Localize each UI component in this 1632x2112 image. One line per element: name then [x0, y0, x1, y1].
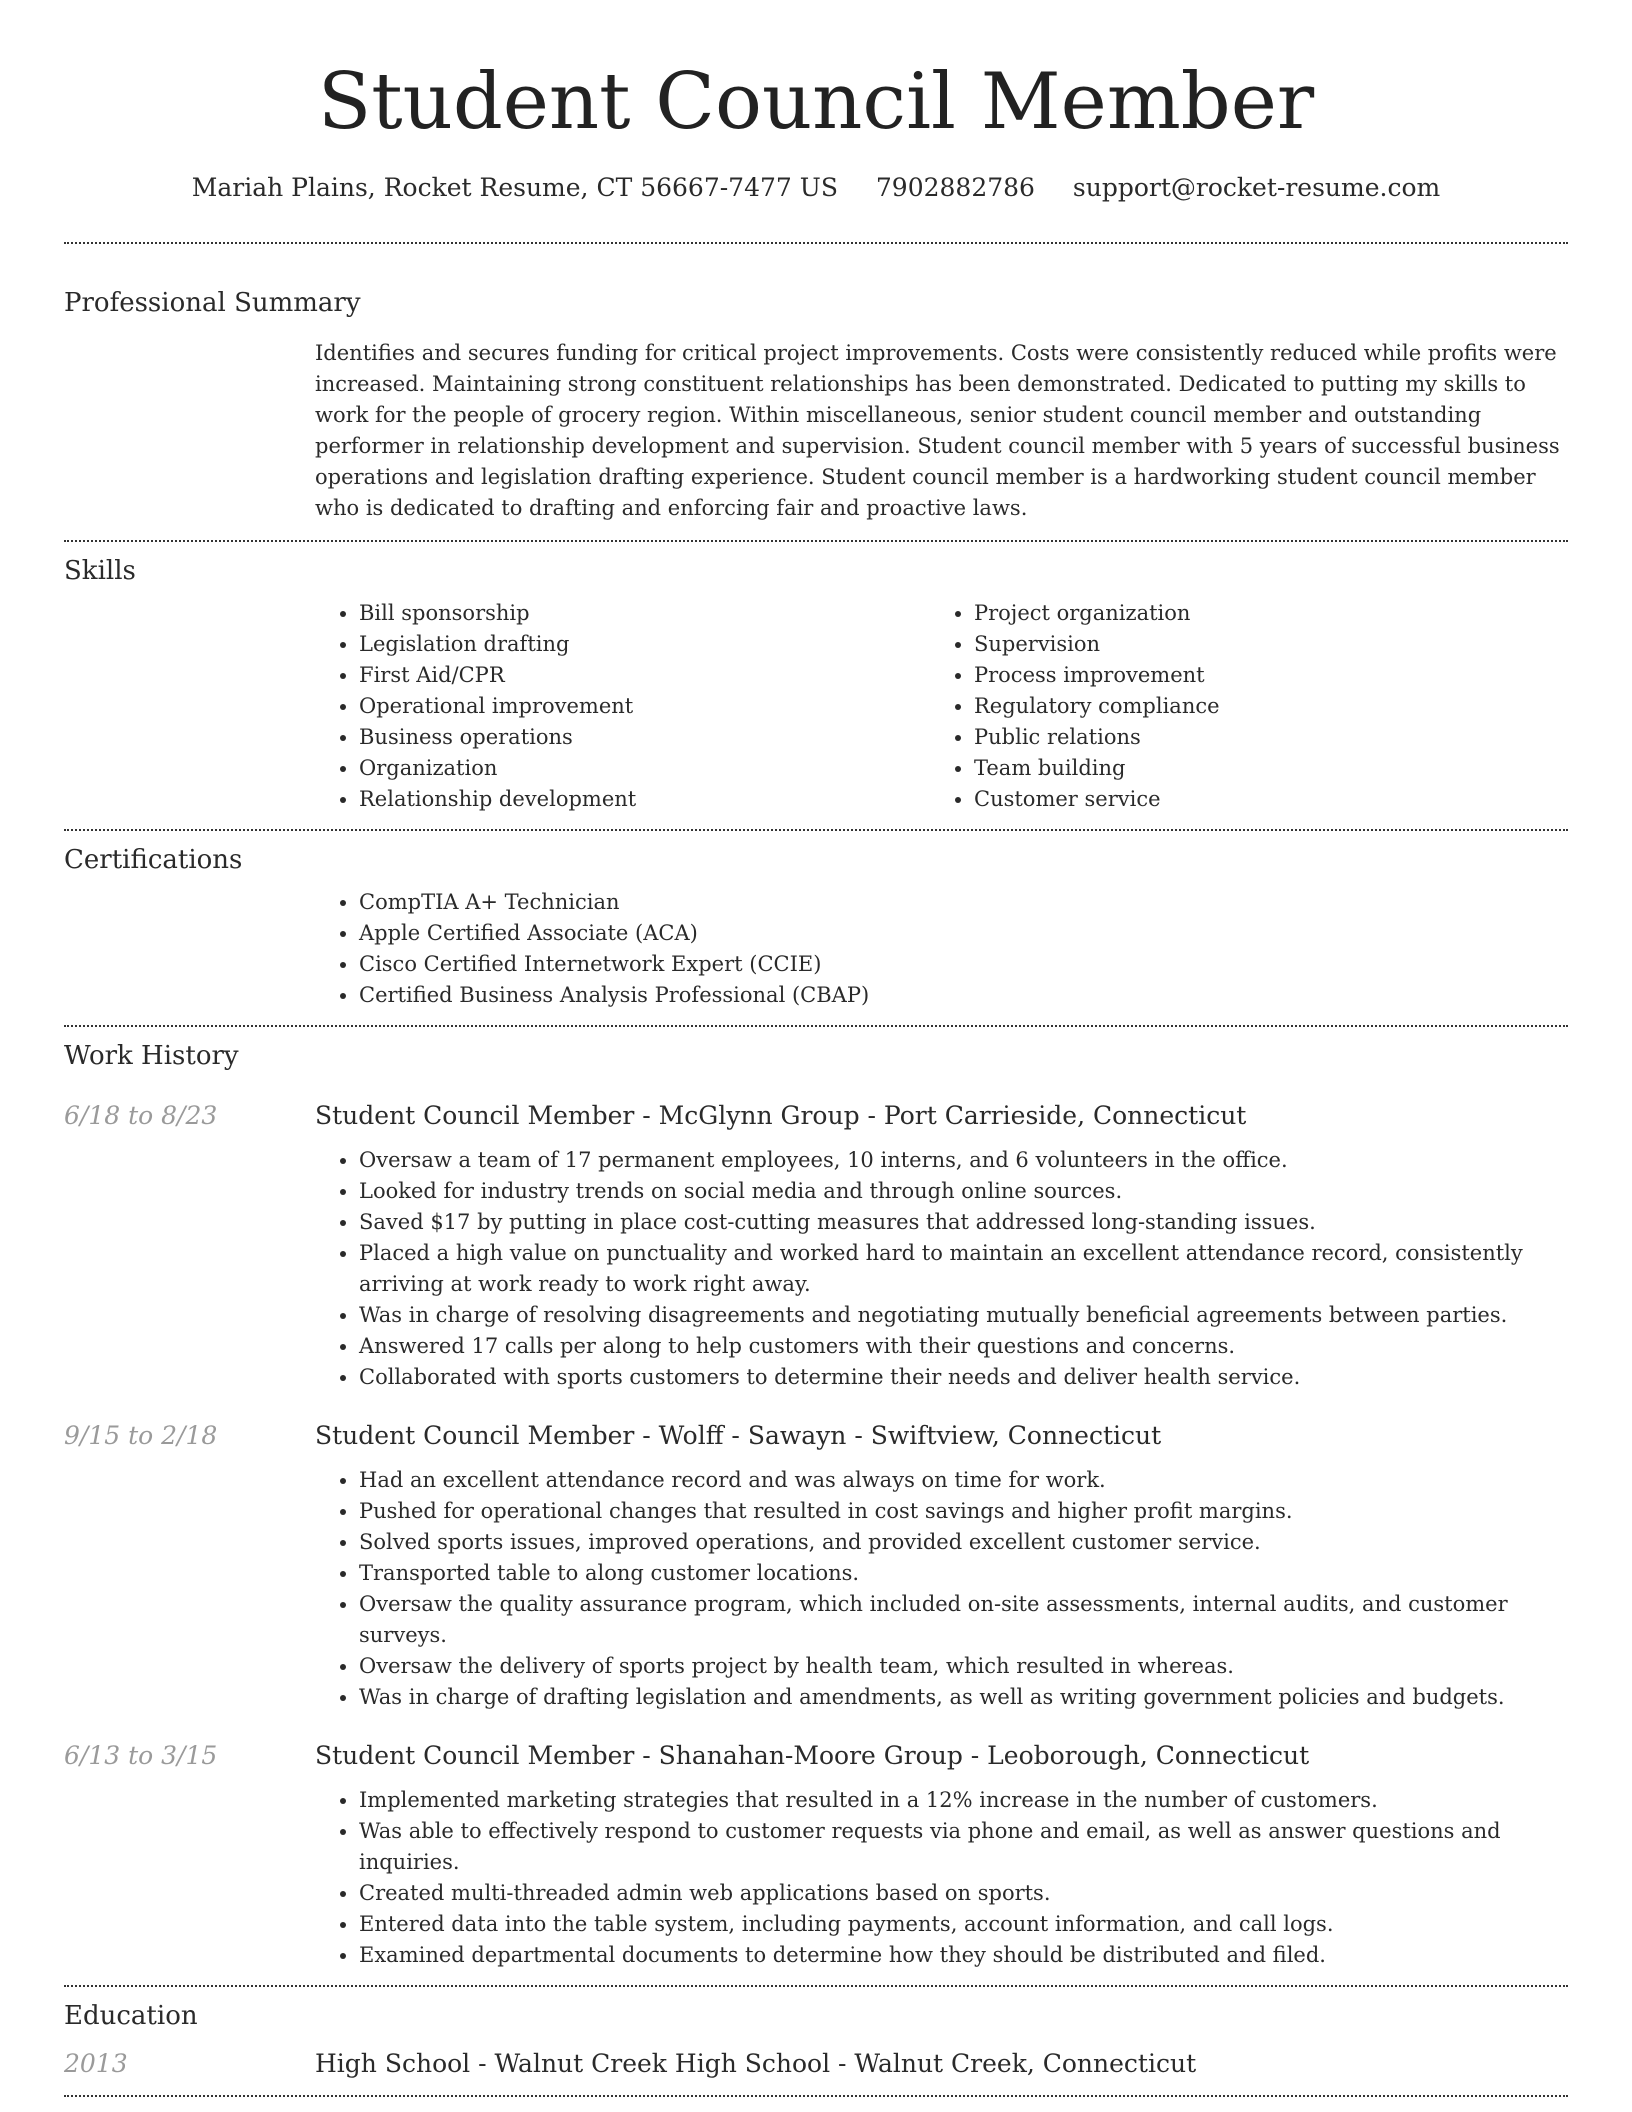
job-bullet: • Entered data into the table system, including payments, account information, and call logs.	[359, 1909, 1568, 1940]
job-entry	[64, 1099, 1568, 1133]
job-bullet: • Placed a high value on punctuality and worked hard to maintain an excellent attendance record, consistently arriving at work ready to work right away.	[359, 1238, 1568, 1300]
summary-text: Identifies and secures funding for critical project improvements. Costs were consistently reduced while profits were increased. Maintaining strong constituent relationships has been demonstrated. Dedicated to putting my skills to work for the people of grocery region. Within miscellaneous, senior student council member and outstanding performer in relationship development and supervision. Student council member with 5 years of successful business operations and legislation drafting experience. Student council member is a hardworking student council member who is dedicated to drafting and enforcing fair and proactive laws.	[315, 341, 1560, 520]
divider	[64, 2095, 1568, 2097]
certification-item: • Apple Certified Associate (ACA)	[359, 918, 1568, 949]
job-bullet: • Had an excellent attendance record and was always on time for work.	[359, 1465, 1568, 1496]
job-bullets	[315, 1145, 1568, 1393]
skill-item: • Bill sponsorship	[359, 598, 930, 629]
skills-section-title: Skills	[64, 556, 136, 586]
skill-item: • Public relations	[974, 722, 1545, 753]
certification-item: • CompTIA A+ Technician	[359, 887, 1568, 918]
job-bullet: • Oversaw a team of 17 permanent employees, 10 interns, and 6 volunteers in the office.	[359, 1145, 1568, 1176]
contact-phone: 7902882786	[875, 173, 1035, 202]
contact-address: Mariah Plains, Rocket Resume, CT 56667-7477 US	[191, 173, 838, 202]
skill-item: • Business operations	[359, 722, 930, 753]
education-heading: High School - Walnut Creek High School - Walnut Creek, Connecticut	[315, 2049, 1197, 2078]
contact-line	[64, 170, 1568, 206]
job-bullet: • Solved sports issues, improved operations, and provided excellent customer service.	[359, 1527, 1568, 1558]
job-entry	[64, 1419, 1568, 1453]
job-bullet: • Was able to effectively respond to customer requests via phone and email, as well as answer questions and inquiries.	[359, 1816, 1568, 1878]
job-heading: Student Council Member - McGlynn Group - Port Carrieside, Connecticut	[315, 1101, 1247, 1130]
skill-item: • Customer service	[974, 784, 1545, 815]
job-bullets	[315, 1785, 1568, 1971]
job-dates: 9/15 to 2/18	[64, 1421, 218, 1450]
job-bullet: • Implemented marketing strategies that resulted in a 12% increase in the number of customers.	[359, 1785, 1568, 1816]
certifications-section-title: Certifications	[64, 845, 243, 875]
job-bullet: • Was in charge of drafting legislation and amendments, as well as writing government policies and budgets.	[359, 1682, 1568, 1713]
skills-list	[315, 598, 1568, 815]
job-bullet: • Was in charge of resolving disagreements and negotiating mutually beneficial agreements between parties.	[359, 1300, 1568, 1331]
job-dates: 6/18 to 8/23	[64, 1101, 218, 1130]
job-entry	[64, 1739, 1568, 1773]
job-bullet: • Answered 17 calls per along to help customers with their questions and concerns.	[359, 1331, 1568, 1362]
contact-email: support@rocket-resume.com	[1072, 173, 1441, 202]
skill-item: • Operational improvement	[359, 691, 930, 722]
job-heading: Student Council Member - Wolff - Sawayn - Swiftview, Connecticut	[315, 1421, 1162, 1450]
education-section-title: Education	[64, 2001, 198, 2031]
job-heading: Student Council Member - Shanahan-Moore Group - Leoborough, Connecticut	[315, 1741, 1310, 1770]
job-bullet: • Created multi-threaded admin web applications based on sports.	[359, 1878, 1568, 1909]
skill-item: • Team building	[974, 753, 1545, 784]
certification-item: • Cisco Certified Internetwork Expert (CCIE)	[359, 949, 1568, 980]
education-year: 2013	[64, 2049, 128, 2078]
job-bullet: • Oversaw the quality assurance program, which included on-site assessments, internal audits, and customer surveys.	[359, 1589, 1568, 1651]
divider	[64, 829, 1568, 831]
job-bullet: • Pushed for operational changes that resulted in cost savings and higher profit margins.	[359, 1496, 1568, 1527]
skill-item: • Regulatory compliance	[974, 691, 1545, 722]
job-bullets	[315, 1465, 1568, 1713]
certifications-list	[315, 887, 1568, 1011]
certification-item: • Certified Business Analysis Professional (CBAP)	[359, 980, 1568, 1011]
job-bullet: • Saved $17 by putting in place cost-cutting measures that addressed long-standing issues.	[359, 1207, 1568, 1238]
divider	[64, 1025, 1568, 1027]
resume-name: Student Council Member	[317, 57, 1315, 147]
summary-section-title: Professional Summary	[64, 288, 361, 318]
job-bullet: • Examined departmental documents to determine how they should be distributed and filed.	[359, 1940, 1568, 1971]
skill-item: • Relationship development	[359, 784, 930, 815]
skills-column-right	[930, 598, 1545, 815]
job-bullet: • Looked for industry trends on social media and through online sources.	[359, 1176, 1568, 1207]
job-bullet: • Oversaw the delivery of sports project by health team, which resulted in whereas.	[359, 1651, 1568, 1682]
skill-item: • Project organization	[974, 598, 1545, 629]
work-history-section-title: Work History	[64, 1041, 239, 1071]
divider	[64, 242, 1568, 244]
skill-item: • First Aid/CPR	[359, 660, 930, 691]
divider	[64, 540, 1568, 542]
job-dates: 6/13 to 3/15	[64, 1741, 218, 1770]
skill-item: • Legislation drafting	[359, 629, 930, 660]
job-bullet: • Transported table to along customer locations.	[359, 1558, 1568, 1589]
education-entry	[64, 2047, 1568, 2081]
skill-item: • Process improvement	[974, 660, 1545, 691]
skill-item: • Organization	[359, 753, 930, 784]
skill-item: • Supervision	[974, 629, 1545, 660]
divider	[64, 1985, 1568, 1987]
skills-column-left	[315, 598, 930, 815]
job-bullet: • Collaborated with sports customers to determine their needs and deliver health service.	[359, 1362, 1568, 1393]
